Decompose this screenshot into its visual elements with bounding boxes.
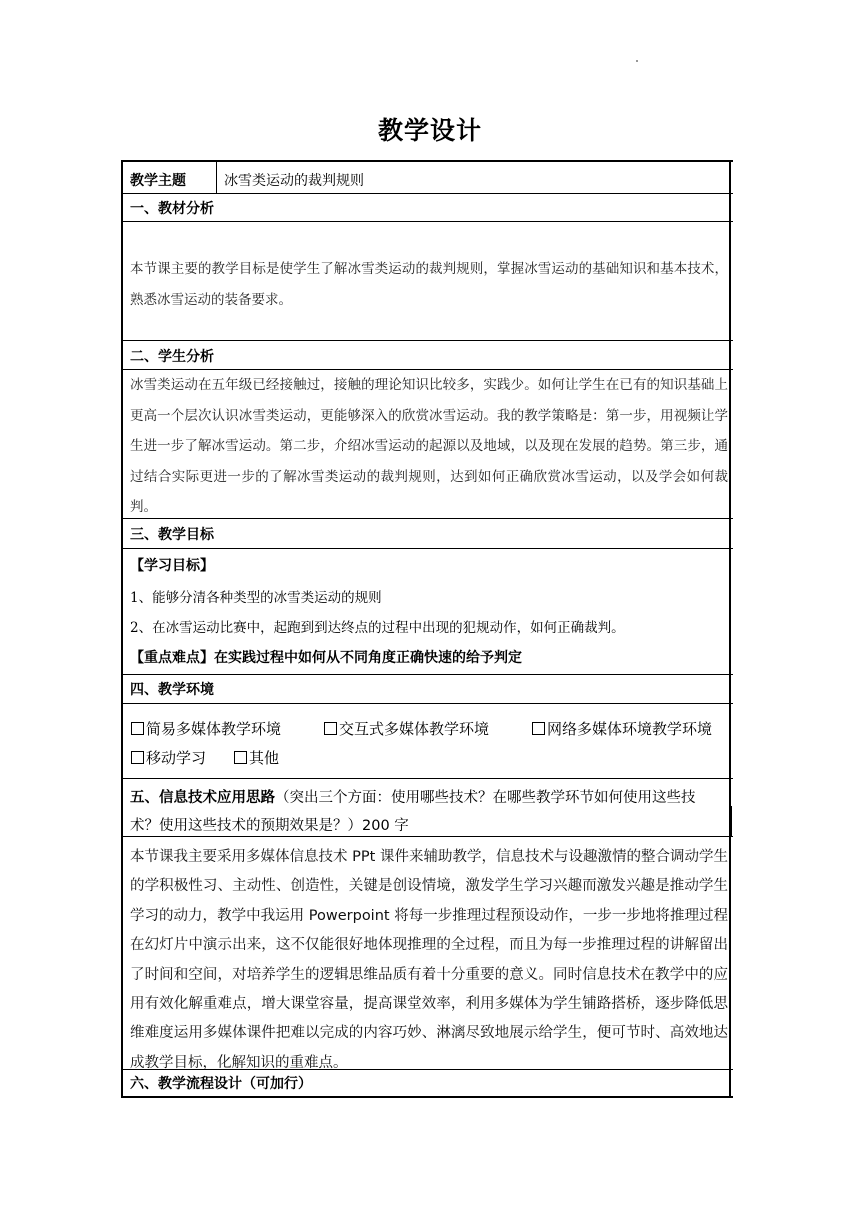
column-divider bbox=[216, 161, 217, 193]
checkbox-icon[interactable] bbox=[324, 722, 337, 735]
it-heading-note-cont: 术？使用这些技术的预期效果是？）200 字 bbox=[130, 818, 409, 834]
env-option-interactive-multimedia[interactable]: 交互式多媒体教学环境 bbox=[324, 719, 489, 739]
section-heading-materials: 一、教材分析 bbox=[130, 201, 214, 217]
learning-goals-label: 【学习目标】 bbox=[130, 558, 214, 574]
section-heading-objectives: 三、教学目标 bbox=[130, 527, 214, 543]
section-heading-teaching-flow: 六、教学流程设计（可加行） bbox=[130, 1076, 312, 1092]
cell-edge-overhang bbox=[731, 806, 732, 836]
section-heading-it-application: 五、信息技术应用思路（突出三个方面：使用哪些技术？在哪些教学环节如何使用这些技 bbox=[130, 790, 696, 806]
row-divider bbox=[121, 548, 733, 549]
checkbox-icon[interactable] bbox=[532, 722, 545, 735]
table-top-border bbox=[121, 160, 733, 162]
row-divider bbox=[121, 703, 733, 704]
row-divider bbox=[121, 340, 733, 341]
env-option-network-multimedia[interactable]: 网络多媒体环境教学环境 bbox=[532, 719, 712, 739]
materials-analysis-text: 本节课主要的教学目标是使学生了解冰雪类运动的裁判规则，掌握冰雪运动的基础知识和基本技术，熟悉冰雪运动的装备要求。 bbox=[130, 261, 728, 308]
stray-dot-mark bbox=[636, 60, 638, 62]
row-divider bbox=[121, 193, 733, 194]
row-divider bbox=[121, 221, 733, 222]
row-divider bbox=[121, 674, 733, 675]
table-bottom-border bbox=[121, 1096, 733, 1098]
topic-value: 冰雪类运动的裁判规则 bbox=[224, 173, 364, 189]
learning-goal-1: 1、能够分清各种类型的冰雪类运动的规则 bbox=[130, 590, 382, 606]
checkbox-icon[interactable] bbox=[131, 751, 144, 764]
section-heading-students: 二、学生分析 bbox=[130, 349, 214, 365]
it-application-text: 本节课我主要采用多媒体信息技术 PPt 课件来辅助教学，信息技术与设趣激情的整合调动学生的学积极性习、主动性、创造性，关键是创设情境，激发学生学习兴趣而激发兴趣是推动学生学习的动力，教学中我运用 Powerpoint 将每一步推理过程预设动作，一步一步地将推理过程在幻灯片中演示出来，这不仅能很好地体现推理的全过程，而且为每一步推理过程的讲解留出了时间和空间，对培养学生的逻辑思维品质有着十分重要的意义。同时信息技术在教学中的应用有效化解重难点，增大课堂容量，提高课堂效率，利用多媒体为学生铺路搭桥，逐步降低思维难度运用多媒体课件把难以完成的内容巧妙、淋漓尽致地展示给学生，便可节时、高效地达成教学目标，化解知识的重难点。 bbox=[130, 849, 728, 1071]
document-title: 教学设计 bbox=[377, 116, 482, 145]
row-divider bbox=[121, 836, 733, 837]
section-heading-environment: 四、教学环境 bbox=[130, 682, 214, 698]
student-analysis-text: 冰雪类运动在五年级已经接触过，接触的理论知识比较多，实践少。如何让学生在已有的知识基础上更高一个层次认识冰雪类运动，更能够深入的欣赏冰雪运动。我的教学策略是：第一步，用视频让学生进一步了解冰雪运动。第二步，介绍冰雪运动的起源以及地域，以及现在发展的趋势。第三步，通过结合实际更进一步的了解冰雪类运动的裁判规则，达到如何正确欣赏冰雪运动，以及学会如何裁判。 bbox=[130, 377, 728, 515]
env-option-mobile-learning[interactable]: 移动学习 bbox=[131, 748, 206, 768]
key-difficult-points: 【重点难点】在实践过程中如何从不同角度正确快速的给予判定 bbox=[130, 650, 522, 666]
learning-goal-2: 2、在冰雪运动比赛中，起跑到到达终点的过程中出现的犯规动作，如何正确裁判。 bbox=[130, 620, 625, 636]
topic-label: 教学主题 bbox=[130, 173, 186, 189]
env-option-simple-multimedia[interactable]: 简易多媒体教学环境 bbox=[131, 719, 281, 739]
it-heading-note: （突出三个方面：使用哪些技术？在哪些教学环节如何使用这些技 bbox=[275, 790, 696, 806]
env-option-other[interactable]: 其他 bbox=[234, 748, 279, 768]
row-divider bbox=[121, 778, 733, 779]
checkbox-icon[interactable] bbox=[131, 722, 144, 735]
checkbox-icon[interactable] bbox=[234, 751, 247, 764]
